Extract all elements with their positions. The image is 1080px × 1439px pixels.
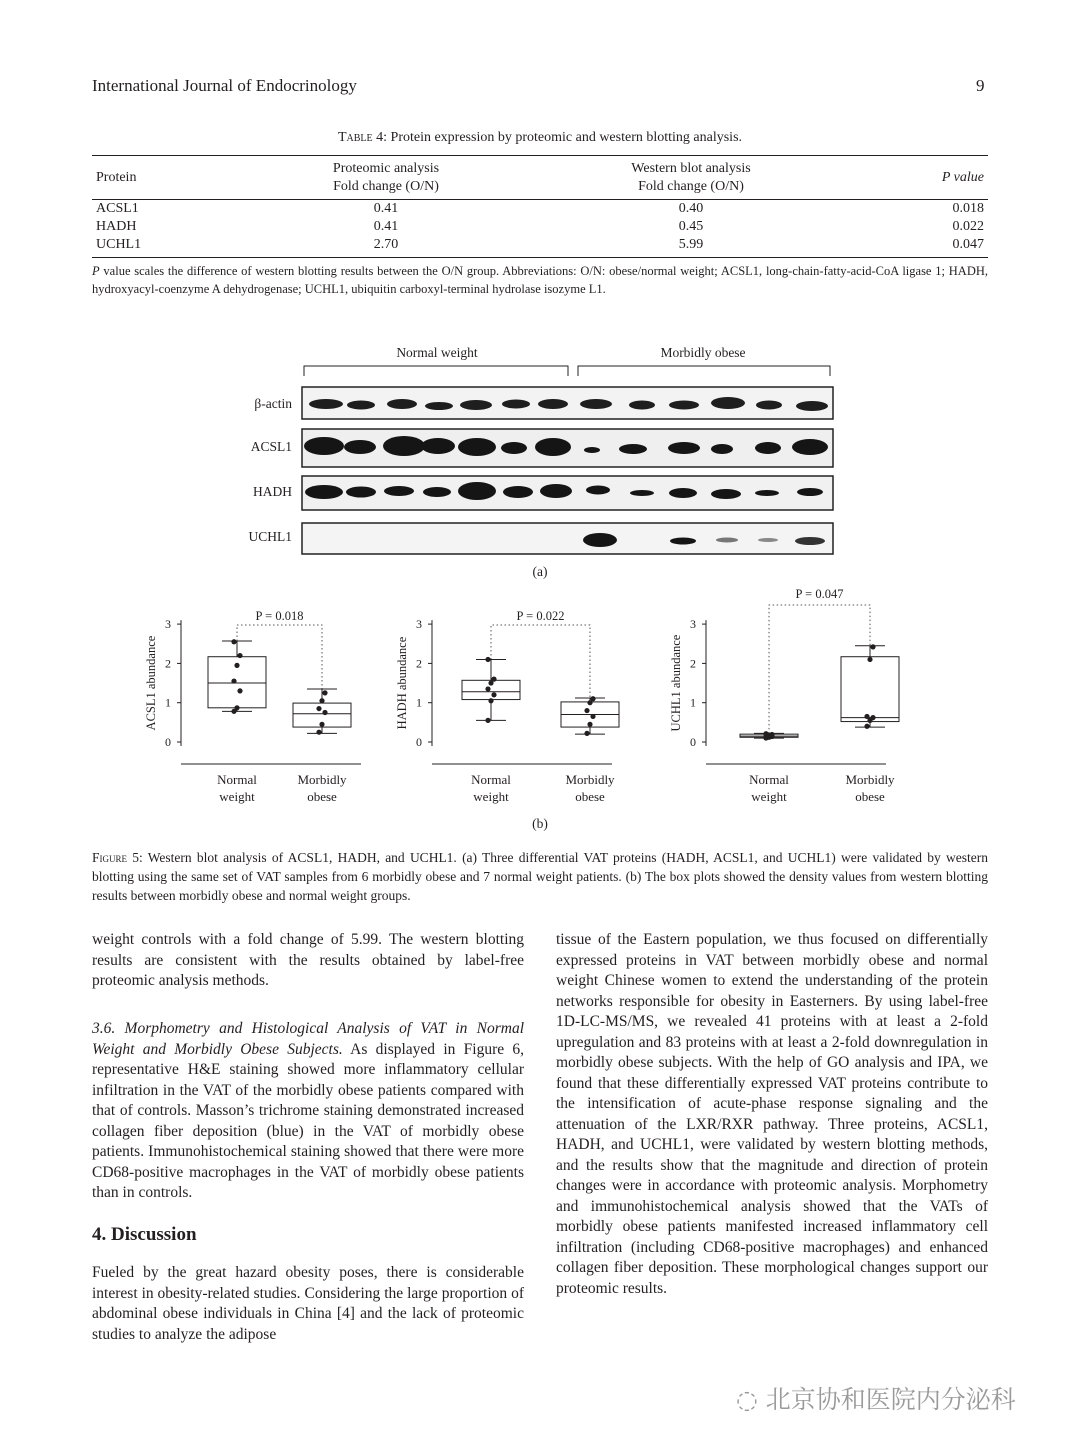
data-point [231,639,236,644]
x-tick-label: Morbidly [297,772,347,787]
data-point [870,715,875,720]
box-normal [208,639,266,714]
box-plot-figure [0,580,1080,842]
col-proteomic: Proteomic analysis Fold change (O/N) [332,161,440,194]
table-caption [0,130,1080,146]
table-row: HADH 0.41 0.45 0.022 [96,219,984,234]
data-point [867,657,872,662]
y-tick-label: 3 [165,617,171,632]
data-point [234,705,239,710]
data-point [231,678,236,683]
data-point [864,724,869,729]
page-number: 9 [976,76,985,95]
y-tick-label: 2 [165,656,171,671]
y-axis-label: UCHL1 abundance [669,634,683,732]
data-point [485,718,490,723]
box-obese [293,689,351,735]
data-point [488,698,493,703]
blot-strip-acsl1 [302,429,833,467]
wechat-icon: ◌ [736,1385,766,1414]
x-tick-label: Normal [749,772,789,787]
x-tick-label: Morbidly [565,772,615,787]
blot-strip-actin [302,387,833,419]
y-tick-label: 1 [165,695,171,710]
data-point [316,730,321,735]
x-tick-label: Normal [217,772,257,787]
x-tick-label: weight [751,789,787,804]
data-point [322,710,327,715]
x-tick-label: Normal [471,772,511,787]
p-value-label: P = 0.047 [795,587,844,601]
y-tick-label: 1 [690,695,696,710]
data-point [319,698,324,703]
data-point [491,677,496,682]
box-plot-hadh [395,609,619,804]
data-point [763,731,768,736]
x-tick-label: weight [473,789,509,804]
group-label-obese: Morbidly obese [660,345,746,360]
y-tick-label: 3 [416,617,422,632]
table-row: ACSL1 0.41 0.40 0.018 [96,201,984,216]
blot-label-hadh: HADH [253,484,292,499]
box-iqr [841,657,899,722]
blot-label-actin: β-actin [254,396,292,411]
box-plot-uchl1 [669,587,899,804]
data-point [322,690,327,695]
data-point [587,722,592,727]
box-plot-acsl1 [144,609,361,804]
blot-label-acsl1: ACSL1 [250,439,292,454]
y-axis-label: ACSL1 abundance [144,635,158,731]
table-bottom-rule [92,257,988,258]
y-tick-label: 1 [416,695,422,710]
section-3-6: 3.6. Morphometry and Histological Analysis of VAT in Normal Weight and Morbidly Obese Subjects. As displayed in Figure 6, representative H&E staining showed more inflammatory cellular infiltration in the VAT of the morbidly obese patients compared with that of controls. Masson’s trichrome staining demonstrated increased collagen fiber deposition (blue) in the VAT of morbidly obese patients. Immunohistochemical staining showed that there were more CD68-positive macrophages in the VAT of morbidly obese patients than in controls. [92,1020,524,1201]
table-title: : Protein expression by proteomic and western blotting analysis. [383,130,743,145]
box-obese [841,644,899,729]
panel-label-b: (b) [532,816,548,831]
data-point [319,722,324,727]
y-tick-label: 0 [690,735,696,749]
x-tick-label: obese [855,789,885,804]
y-tick-label: 3 [690,617,696,632]
discussion-paragraph-1: Fueled by the great hazard obesity poses, there is considerable interest in obesity-related studies. Considering the large proportion of abdominal obese individuals in China [4] and the lack of proteomic studies to analyze the adipose [92,1264,524,1343]
x-tick-label: Morbidly [845,772,895,787]
data-point [590,714,595,719]
p-value-label: P = 0.022 [516,609,565,623]
table-footnote: P value scales the difference of western blotting results between the O/N group. Abbreviations: O/N: obese/normal weight; ACSL1, long-chain-fatty-acid-CoA ligase 1; HADH, hydroxyacyl-coenzyme A dehydrogenase; UCHL1, ubiquitin carboxyl-terminal hydrolase isozyme L1. [92,264,988,296]
group-label-normal: Normal weight [396,345,478,360]
body-right-paragraph: tissue of the Eastern population, we thus focused on differentially expressed proteins in VAT between morbidly obese and normal weight Chinese women to extend the understanding of the protein networks responsible for obesity in Easterners. By using label-free 1D-LC-MS/MS, we revealed 41 proteins with at least a 2-fold upregulation and 83 proteins with at least a 2-fold downregulation in morbidly obese subjects. With the help of GO analysis and IPA, we found that these differentially expressed VAT proteins contribute to the intensification of acute-phase response signaling and the attenuation of the LXR/RXR pathway. Three proteins, ACSL1, HADH, and UCHL1, were validated by western blotting methods, and the results show that the magnitude and direction of protein changes were in accordance with proteomic analysis. Morphometry and immunohistochemical analysis showed that the VATs of morbidly obese patients manifested increased inflammatory cell infiltration (including CD68-positive macrophages) and enhanced collagen fiber deposition. These morphological changes support our proteomic results. [556,931,988,1297]
y-tick-label: 2 [416,656,422,671]
box-obese [561,696,619,736]
x-tick-label: weight [219,789,255,804]
bracket-normal [304,366,568,376]
bracket-obese [578,366,830,376]
data-point [485,657,490,662]
table-row: UCHL1 2.70 5.99 0.047 [96,237,984,252]
running-head: International Journal of Endocrinology [92,76,357,95]
box-normal [462,657,520,723]
section-3-6-title: 3.6. Morphometry and Histological Analysis of VAT in Normal Weight and Morbidly Obese Subjects. [92,1020,524,1058]
discussion-heading: 4. Discussion [92,1224,197,1245]
data-point [864,714,869,719]
data-point [234,663,239,668]
data-point [237,653,242,658]
col-protein: Protein [96,170,137,185]
table-label: Table 4 [337,130,384,145]
body-left-paragraph-1: weight controls with a fold change of 5.99. The western blotting results are consistent with the results obtained by label-free proteomic analysis methods. [92,931,524,989]
data-point [870,644,875,649]
y-tick-label: 0 [165,735,171,749]
col-p-value: P value [941,170,984,185]
y-axis-label: HADH abundance [395,636,409,730]
data-point [316,706,321,711]
y-tick-label: 0 [416,735,422,749]
blot-strip-uchl1 [302,523,833,554]
figure-caption: Figure 5: Western blot analysis of ACSL1, HADH, and UCHL1. (a) Three differential VAT proteins (HADH, ACSL1, and UCHL1) were validated by western blotting using the same set of VAT samples from 6 morbidly obese and 7 normal weight patients. (b) The box plots showed the density values from western blotting results between morbidly obese and normal weight groups. [92,850,988,903]
data-point [584,731,589,736]
panel-label-a: (a) [532,564,548,579]
watermark: ◌ 北京协和医院内分泌科 [736,1385,1016,1414]
data-point [485,686,490,691]
y-tick-label: 2 [690,656,696,671]
data-point [237,688,242,693]
protein-table [92,156,988,254]
x-tick-label: obese [307,789,337,804]
col-western: Western blot analysis Fold change (O/N) [631,161,751,194]
p-value-label: P = 0.018 [255,609,304,623]
x-tick-label: obese [575,789,605,804]
data-point [769,732,774,737]
western-blot-figure [0,330,1080,590]
blot-strip-hadh [302,476,833,510]
data-point [590,696,595,701]
blot-label-uchl1: UCHL1 [248,529,292,544]
data-point [584,708,589,713]
data-point [491,692,496,697]
